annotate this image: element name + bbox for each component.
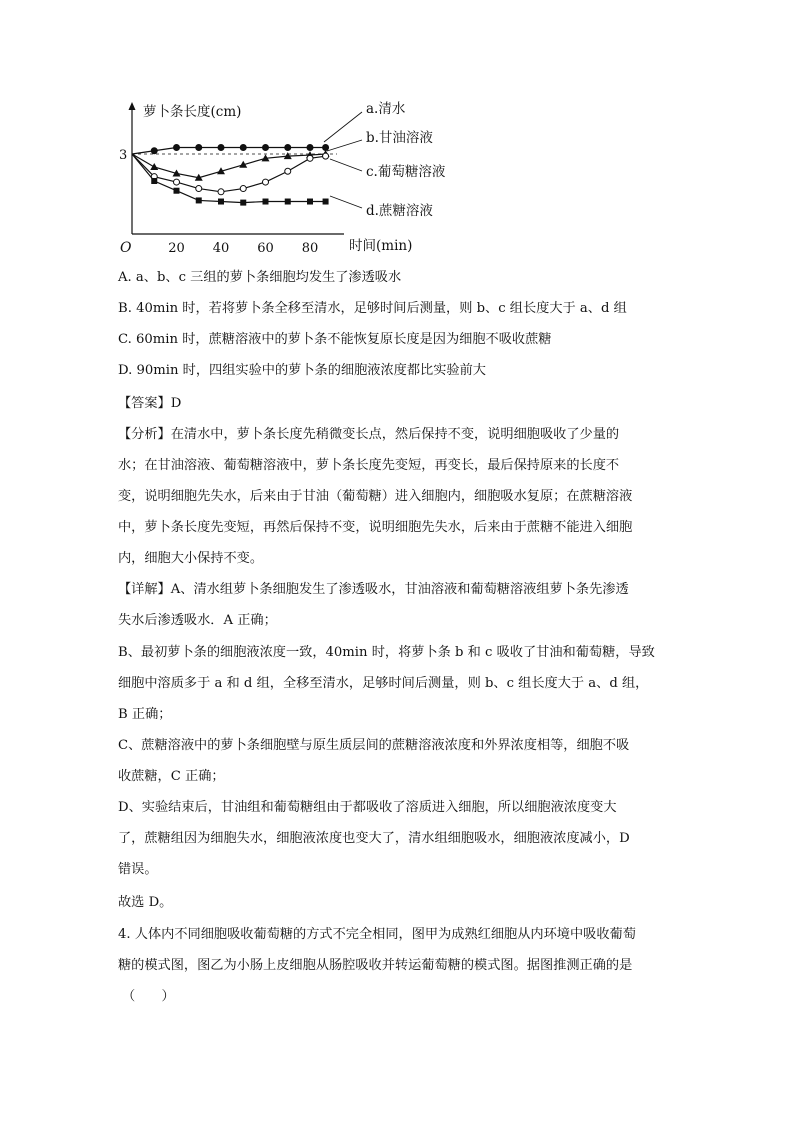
series-d-point <box>174 188 180 194</box>
series-d-point <box>218 199 224 205</box>
series-label-d: d.蔗糖溶液 <box>366 203 433 219</box>
analysis-line: 内，细胞大小保持不变。 <box>118 551 264 566</box>
series-c-point <box>323 153 329 159</box>
option-c: C. 60min 时，蔗糖溶液中的萝卜条不能恢复原长度是因为细胞不吸收蔗糖 <box>118 332 552 347</box>
y-tick-label-3: 3 <box>119 148 128 163</box>
detail-line: B、最初萝卜条的细胞液浓度一致，40min 时，将萝卜条 b 和 c 吸收了甘油和葡萄糖，导致 <box>118 645 655 660</box>
series-c-point <box>240 186 246 192</box>
series-label-b: b.甘油溶液 <box>366 130 433 146</box>
detail-line: D、实验结束后，甘油组和葡萄糖组由于都吸收了溶质进入细胞，所以细胞液浓度变大 <box>118 800 617 815</box>
series-a-point <box>174 145 180 151</box>
detail-line: 错误。 <box>118 862 158 877</box>
leader-lines <box>324 112 362 208</box>
question-line: 4. 人体内不同细胞吸收葡萄糖的方式不完全相同，图甲为成熟红细胞从内环境中吸收葡萄 <box>118 927 636 942</box>
detail-line: 【详解】A、清水组萝卜条细胞发生了渗透吸水，甘油溶液和葡萄糖溶液组萝卜条先渗透 <box>118 582 629 597</box>
series-d-point <box>307 199 313 205</box>
x-tick-label-40: 40 <box>212 241 230 256</box>
series-d-point <box>323 199 329 205</box>
series-a-point <box>263 145 269 151</box>
leader-line-c <box>330 159 362 171</box>
series-d-point <box>151 178 157 184</box>
analysis-line: 中，萝卜条长度先变短，再然后保持不变，说明细胞先失水，后来由于蔗糖不能进入细胞 <box>118 520 633 535</box>
series-a-point <box>218 145 224 151</box>
series-c-point <box>196 186 202 192</box>
y-axis-label: 萝卜条长度(cm) <box>143 104 242 120</box>
detail-line: 细胞中溶质多于 a 和 d 组，全移至清水，足够时间后测量，则 b、c 组长度大于 a、d 组， <box>118 676 649 691</box>
series-b <box>132 150 330 181</box>
series-a-point <box>323 145 329 151</box>
series-c-point <box>285 168 291 174</box>
detail-line: 收蔗糖，C 正确； <box>118 769 225 784</box>
series-c-point <box>263 179 269 185</box>
option-d: D. 90min 时，四组实验中的萝卜条的细胞液浓度都比实验前大 <box>118 363 486 378</box>
series-d-point <box>285 199 291 205</box>
series-label-c: c.葡萄糖溶液 <box>366 164 446 180</box>
series-label-a: a.清水 <box>366 101 406 117</box>
series-c-point <box>174 179 180 185</box>
detail-line: C、蔗糖溶液中的萝卜条细胞壁与原生质层间的蔗糖溶液浓度和外界浓度相等，细胞不吸 <box>118 738 630 753</box>
series-d <box>132 154 329 206</box>
series-a-point <box>151 148 157 154</box>
series-c-point <box>307 155 313 161</box>
series-a-line <box>132 148 326 154</box>
detail-line: B 正确； <box>118 707 172 722</box>
y-axis-arrow <box>129 102 136 110</box>
radish-length-chart <box>112 96 472 256</box>
leader-line-b <box>327 140 362 151</box>
x-axis-label: 时间(min) <box>349 238 413 254</box>
legend-labels <box>366 100 446 219</box>
series-d-point <box>263 199 269 205</box>
x-tick-label-20: 20 <box>168 241 185 256</box>
question-line: （ ） <box>122 989 175 1004</box>
series-a-point <box>307 145 313 151</box>
leader-line-d <box>330 196 362 208</box>
series-d-point <box>196 197 202 203</box>
analysis-line: 变，说明细胞先失水，后来由于甘油（葡萄糖）进入细胞内，细胞吸水复原；在蔗糖溶液 <box>118 489 633 504</box>
series-a-point <box>196 145 202 151</box>
series-b-point <box>150 163 158 170</box>
series-c-line <box>132 154 326 192</box>
detail-line: 失水后渗透吸水．A 正确； <box>118 613 277 628</box>
conclusion-line: 故选 D。 <box>118 895 173 910</box>
detail-line: 了，蔗糖组因为细胞失水，细胞液浓度也变大了，清水组细胞吸水，细胞液浓度减小，D <box>118 831 630 846</box>
option-b: B. 40min 时，若将萝卜条全移至清水，足够时间后测量，则 b、c 组长度大于 a、d 组 <box>118 301 627 316</box>
analysis-line: 水；在甘油溶液、葡萄糖溶液中，萝卜条长度先变短，再变长，最后保持原来的长度不 <box>118 458 620 473</box>
series-d-point <box>240 200 246 206</box>
origin-label: O <box>120 240 132 256</box>
answer-line: 【答案】D <box>118 396 182 411</box>
analysis-line: 【分析】在清水中，萝卜条长度先稍微变长点，然后保持不变，说明细胞吸收了少量的 <box>118 427 620 442</box>
series-c <box>132 153 329 195</box>
series-a <box>132 145 329 154</box>
question-line: 糖的模式图，图乙为小肠上皮细胞从肠腔吸收并转运葡萄糖的模式图。据图推测正确的是 <box>118 958 633 973</box>
series-c-point <box>218 189 224 195</box>
leader-line-a <box>324 112 362 142</box>
option-a: A. a、b、c 三组的萝卜条细胞均发生了渗透吸水 <box>118 270 402 285</box>
series-a-point <box>240 145 246 151</box>
series-a-point <box>285 145 291 151</box>
x-tick-label-80: 80 <box>301 241 319 256</box>
x-tick-label-60: 60 <box>257 241 274 256</box>
